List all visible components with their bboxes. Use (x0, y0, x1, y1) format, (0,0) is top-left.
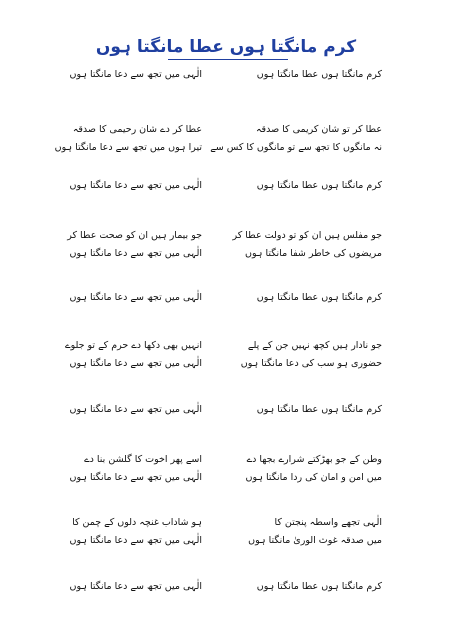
verse-left: الٰہی میں تجھ سے دعا مانگتا ہوں (69, 292, 202, 303)
verse-left: جو بیمار ہیں ان کو صحت عطا کر (67, 230, 202, 241)
verse-line (0, 227, 452, 245)
verse-left: ہو شاداب غنچہ دلوں کے چمن کا (72, 517, 202, 528)
verse-left: الٰہی میں تجھ سے دعا مانگتا ہوں (69, 404, 202, 415)
verse-left: الٰہی میں تجھ سے دعا مانگتا ہوں (69, 581, 202, 592)
verse-line (0, 451, 452, 469)
verse-right: میں صدقہ غوث الوریٰ مانگتا ہوں (248, 535, 382, 546)
verse-left: عطا کر دے شان رحیمی کا صدقہ (72, 124, 202, 135)
verse-line (0, 514, 452, 532)
stanza (0, 227, 452, 263)
verse-right: کرم مانگتا ہوں عطا مانگتا ہوں (256, 404, 382, 415)
verse-right: مریضوں کی خاطر شفا مانگتا ہوں (245, 248, 382, 259)
verse-left: الٰہی میں تجھ سے دعا مانگتا ہوں (69, 472, 202, 483)
stanza (0, 401, 452, 419)
verse-left: الٰہی میں تجھ سے دعا مانگتا ہوں (69, 69, 202, 80)
verse-line (0, 532, 452, 550)
stanza (0, 66, 452, 84)
verse-line (0, 66, 452, 84)
verse-right: کرم مانگتا ہوں عطا مانگتا ہوں (256, 581, 382, 592)
verse-right: کرم مانگتا ہوں عطا مانگتا ہوں (256, 292, 382, 303)
verse-left: الٰہی میں تجھ سے دعا مانگتا ہوں (69, 180, 202, 191)
verse-left: الٰہی میں تجھ سے دعا مانگتا ہوں (69, 535, 202, 546)
verse-right: کرم مانگتا ہوں عطا مانگتا ہوں (256, 180, 382, 191)
stanza (0, 451, 452, 487)
verse-line (0, 139, 452, 157)
verse-line (0, 289, 452, 307)
verse-left: تیرا ہوں میں تجھ سے دعا مانگتا ہوں (54, 142, 202, 153)
verse-right: جو مفلس ہیں ان کو تو دولت عطا کر (232, 230, 382, 241)
verse-line (0, 121, 452, 139)
verse-line (0, 177, 452, 195)
verse-left: الٰہی میں تجھ سے دعا مانگتا ہوں (69, 358, 202, 369)
verse-right: کرم مانگتا ہوں عطا مانگتا ہوں (256, 69, 382, 80)
verse-line (0, 578, 452, 596)
verse-left: انہیں بھی دکھا دے حرم کے تو جلوے (65, 340, 202, 351)
stanza (0, 177, 452, 195)
verse-line (0, 337, 452, 355)
stanza (0, 121, 452, 157)
stanza (0, 337, 452, 373)
verse-right: عطا کر تو شان کریمی کا صدقہ (255, 124, 382, 135)
stanza (0, 289, 452, 307)
verse-line (0, 245, 452, 263)
verse-left: الٰہی میں تجھ سے دعا مانگتا ہوں (69, 248, 202, 259)
stanza (0, 578, 452, 596)
verse-right: میں امن و امان کی ردا مانگتا ہوں (245, 472, 382, 483)
page-title: کرم مانگتا ہوں عطا مانگتا ہوں (95, 37, 357, 57)
verse-line (0, 401, 452, 419)
verse-right: جو نادار ہیں کچھ نہیں جن کے پلے (247, 340, 382, 351)
verse-line (0, 355, 452, 373)
verse-left: اسے پھر اخوت کا گلشن بنا دے (84, 454, 202, 465)
verse-right: الٰہی تجھے واسطہ پنجتن کا (274, 517, 382, 528)
stanza (0, 514, 452, 550)
verse-line (0, 469, 452, 487)
verse-right: حضوری ہو سب کی دعا مانگتا ہوں (240, 358, 382, 369)
verse-right: نہ مانگوں کا تجھ سے تو مانگوں کا کس سے (210, 142, 382, 153)
verse-right: وطن کے جو بھڑکتے شرارے بجھا دے (246, 454, 382, 465)
